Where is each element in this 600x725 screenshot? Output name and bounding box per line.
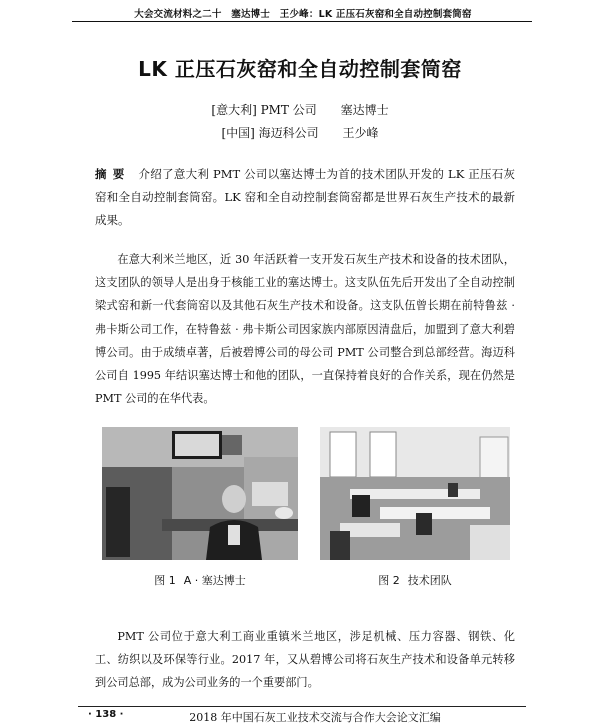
article-title: LK 正压石灰窑和全自动控制套筒窑 <box>138 57 462 81</box>
abstract <box>95 163 515 232</box>
footer-collection-title: 2018 年中国石灰工业技术交流与合作大会论文汇编 <box>189 711 441 724</box>
page-number: · 138 · <box>88 709 124 720</box>
header-rule <box>72 21 532 22</box>
author-line-2 <box>0 124 600 141</box>
footer-rule <box>78 706 526 707</box>
abstract-text: 介绍了意大利 PMT 公司以塞达博士为首的技术团队开发的 LK 正压石灰窑和全自动控制套筒窑。LK 窑和全自动控制套筒窑都是世界石灰生产技术的最新成果。 <box>95 167 516 227</box>
running-header: 大会交流材料之二十 塞达博士 王少峰：LK 正压石灰窑和全自动控制套筒窑 <box>134 9 472 20</box>
figure-1-image <box>102 427 298 560</box>
author-name: 塞达博士 <box>340 103 389 117</box>
body-paragraph-1: 在意大利米兰地区，近 30 年活跃着一支开发石灰生产技术和设备的技术团队，这支团队的领导人是出身于核能工业的塞达博士。这支队伍先后开发出了全自动控制梁式窑和新一代套筒窑以及其他石灰生产技术和设备。这支队伍曾长期在前特鲁兹 · 弗卡斯公司工作，在特鲁兹 · 弗卡斯公司因家族内部原因清盘后，加盟到了意大利碧博公司。由于成绩卓著，后被碧博公司的母公司 PMT 公司整合到总部经营。海迈科公司自 1995 年结识塞达博士和他的团队，一直保持着良好的合作关系，现在仍然是 PMT 公司的在华代表。 <box>95 253 515 406</box>
figure-2-caption <box>320 572 510 588</box>
figure-2-caption-text: 技术团队 <box>407 574 452 587</box>
author-affiliation: [中国] 海迈科公司 <box>221 126 319 140</box>
figure-1-number: 图 1 <box>154 574 176 587</box>
body-paragraph-2: PMT 公司位于意大利工商业重镇米兰地区，涉足机械、压力容器、钢铁、化工、纺织以及环保等行业。2017 年，又从碧博公司将石灰生产技术和设备单元转移到公司总部，成为公司业务的一个重要部门。 <box>95 630 515 690</box>
figure-1-caption <box>102 572 298 588</box>
figure-2-image <box>320 427 510 560</box>
author-line-1 <box>0 101 600 118</box>
author-affiliation: [意大利] PMT 公司 <box>211 103 317 117</box>
figure-1-caption-text: A · 塞达博士 <box>183 574 246 587</box>
figure-2-number: 图 2 <box>378 574 400 587</box>
figure-2-photo <box>320 427 510 560</box>
figure-1-photo <box>102 427 298 560</box>
abstract-label: 摘要 <box>95 167 131 181</box>
author-name: 王少峰 <box>342 126 379 140</box>
